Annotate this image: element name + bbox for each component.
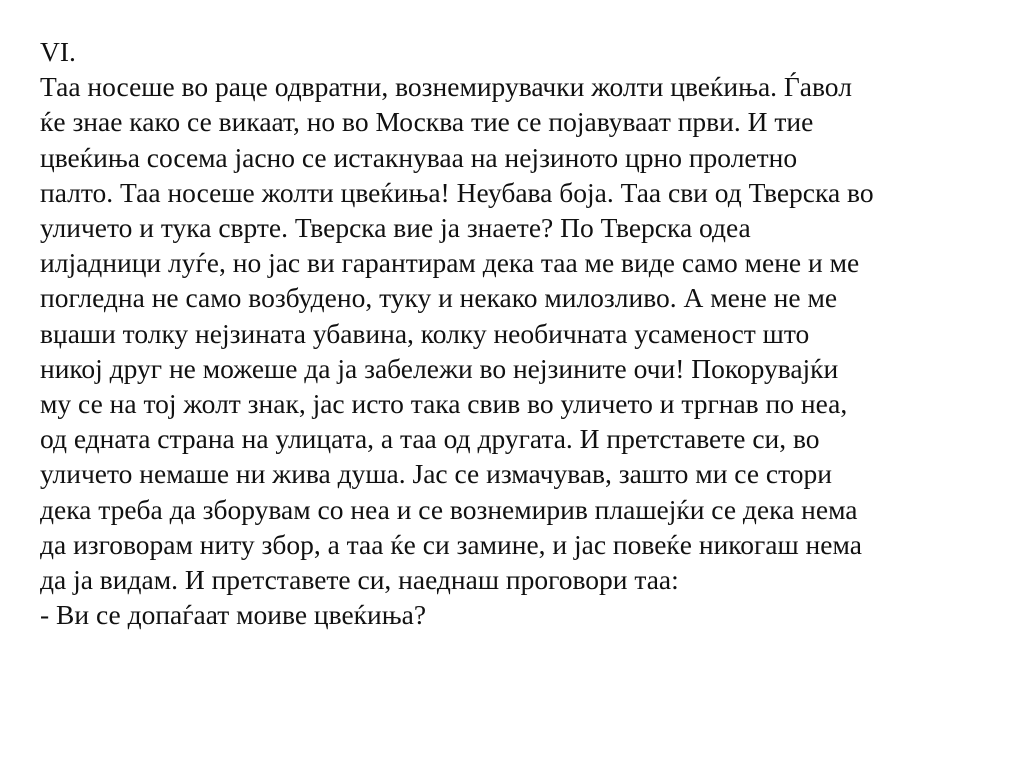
chapter-heading: VI.	[40, 36, 76, 67]
text-block	[40, 34, 1000, 632]
text-line: да изговорам ниту збор, а таа ќе си замине, и јас повеќе никогаш нема	[40, 528, 862, 560]
text-line: погледна не само возбудено, туку и некако милозливо. А мене не ме	[40, 282, 838, 314]
text-line: да ја видам. И претставете си, наеднаш проговори таа:	[40, 564, 679, 596]
text-line: ќе знае како се викаат, но во Москва тие се појавуваат први. И тие	[40, 106, 814, 138]
text-line: уличето и тука сврте. Тверска вие ја знаете? По Тверска одеа	[40, 212, 751, 244]
text-line: вџаши толку нејзината убавина, колку необичната усаменост што	[40, 317, 810, 349]
text-line: илјадници луѓе, но јас ви гарантирам дека таа ме виде само мене и ме	[40, 247, 860, 279]
text-line: уличето немаше ни жива душа. Јас се измачував, зашто ми се стори	[40, 458, 832, 490]
text-line: палто. Таа носеше жолти цвеќиња! Неубава боја. Таа сви од Тверска во	[40, 176, 874, 208]
text-line: цвеќиња сосема јасно се истакнуваа на нејзиното црно пролетно	[40, 141, 798, 173]
text-line: дека треба да зборувам со неа и се вознемирив плашејќи се дека нема	[40, 493, 858, 525]
text-line: Таа носеше во раце одвратни, вознемирувачки жолти цвеќиња. Ѓавол	[40, 71, 852, 103]
text-line: од едната страна на улицата, а таа од другата. И претставете си, во	[40, 423, 820, 455]
dialogue-line: - Ви се допаѓаат моиве цвеќиња?	[40, 599, 427, 631]
text-line: му се на тој жолт знак, јас исто така свив во уличето и тргнав по неа,	[40, 388, 848, 420]
text-line: никој друг не можеше да ја забележи во нејзините очи! Покорувајќи	[40, 352, 839, 384]
